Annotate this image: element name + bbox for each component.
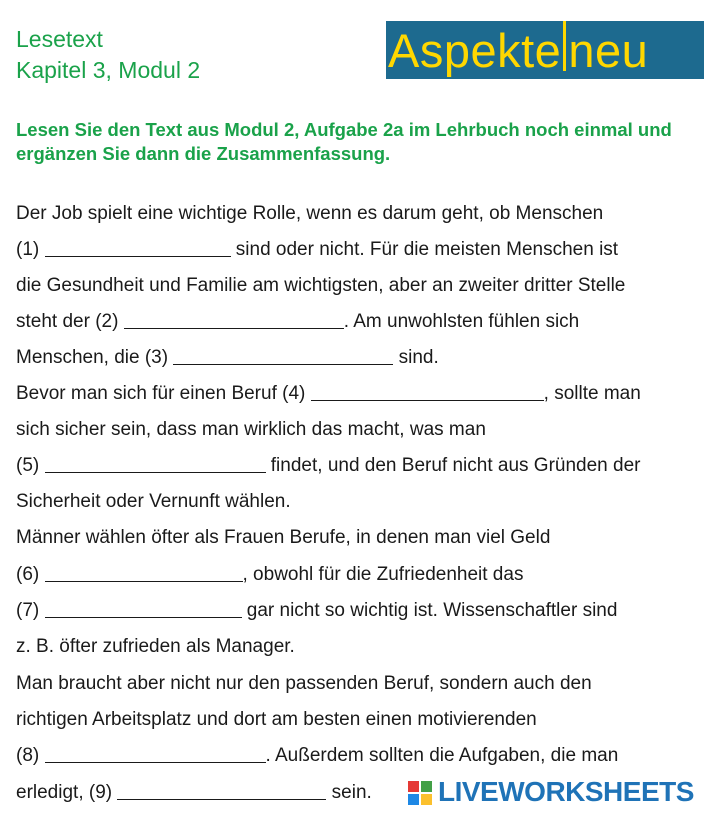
text-line-1: Der Job spielt eine wichtige Rolle, wenn es darum geht, ob Menschen	[16, 203, 604, 224]
logo-text-right: neu	[568, 24, 649, 77]
badge-square-1	[408, 781, 419, 792]
blank-4-input[interactable]	[311, 381, 544, 401]
text-line-15: richtigen Arbeitsplatz und dort am besten einen motivierenden	[16, 709, 537, 730]
text-line-6: Bevor man sich für einen Beruf (4) , sollte man	[16, 383, 641, 404]
blank-5-input[interactable]	[45, 453, 266, 473]
blank-7-input[interactable]	[45, 598, 242, 618]
text-line-3: die Gesundheit und Familie am wichtigsten, aber an zweiter dritter Stelle	[16, 275, 626, 296]
blank-6-input[interactable]	[45, 562, 243, 582]
liveworksheets-text: LIVEWORKSHEETS	[438, 776, 694, 807]
liveworksheets-badge-icon	[408, 781, 434, 805]
text-line-7: sich sicher sein, dass man wirklich das macht, was man	[16, 419, 486, 440]
badge-square-2	[421, 781, 432, 792]
logo-text-left: Aspekte	[388, 24, 562, 77]
text-line-8: (5) findet, und den Beruf nicht aus Gründen der	[16, 455, 641, 476]
text-line-17: erledigt, (9) sein.	[16, 782, 372, 803]
text-line-13: z. B. öfter zufrieden als Manager.	[16, 636, 295, 657]
badge-square-3	[408, 794, 419, 805]
aspekte-neu-logo	[386, 21, 704, 79]
blank-1-input[interactable]	[45, 237, 231, 257]
logo-divider	[563, 21, 566, 71]
text-line-9: Sicherheit oder Vernunft wählen.	[16, 491, 291, 512]
text-line-4: steht der (2) . Am unwohlsten fühlen sich	[16, 311, 580, 332]
text-line-14: Man braucht aber nicht nur den passenden Beruf, sondern auch den	[16, 673, 592, 694]
badge-square-4	[421, 794, 432, 805]
blank-3-input[interactable]	[173, 345, 393, 365]
subtitle-chapter: Kapitel 3, Modul 2	[16, 57, 201, 83]
title-lesetext: Lesetext	[16, 26, 103, 52]
blank-2-input[interactable]	[124, 309, 344, 329]
text-line-10: Männer wählen öfter als Frauen Berufe, in denen man viel Geld	[16, 527, 551, 548]
text-line-11: (6) , obwohl für die Zufriedenheit das	[16, 564, 524, 585]
task-instruction: Lesen Sie den Text aus Modul 2, Aufgabe 2a im Lehrbuch noch einmal und ergänzen Sie dann die Zusammenfassung.	[16, 119, 672, 164]
text-line-5: Menschen, die (3) sind.	[16, 347, 439, 368]
blank-8-input[interactable]	[45, 743, 266, 763]
text-line-16: (8) . Außerdem sollten die Aufgaben, die man	[16, 745, 619, 766]
blank-9-input[interactable]	[117, 780, 326, 800]
text-line-2: (1) sind oder nicht. Für die meisten Menschen ist	[16, 239, 619, 260]
text-line-12: (7) gar nicht so wichtig ist. Wissenschaftler sind	[16, 600, 618, 621]
